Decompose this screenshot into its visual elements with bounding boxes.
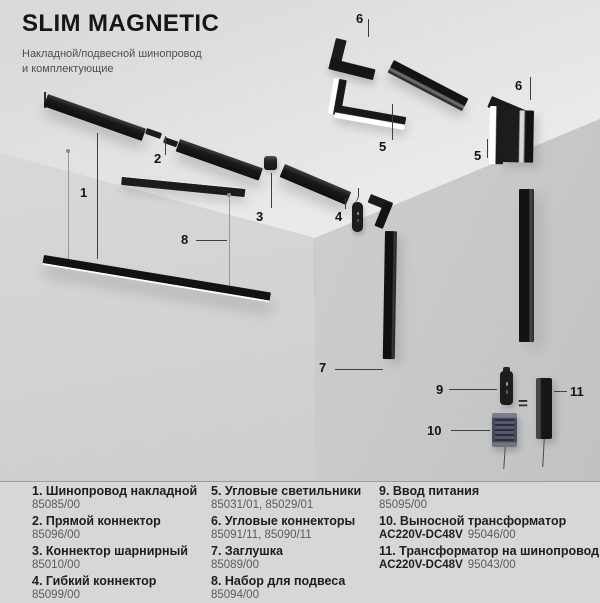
legend-item-11-title: 11. Трансформатор на шинопровод: [379, 544, 600, 558]
callout-11-label: 11: [570, 384, 584, 399]
equals-sign: =: [518, 394, 528, 413]
legend-item-11-code: AC220V-DC48V 95043/00: [379, 559, 516, 571]
subtitle-line-2: и комплектующие: [22, 63, 114, 75]
callout-9-label: 9: [436, 382, 444, 397]
suspension-wire-right: [229, 197, 230, 292]
callout-5b-line: [487, 139, 488, 158]
wall-track-right: [519, 189, 534, 342]
power-input-led: [506, 382, 508, 386]
legend-item-7: [211, 544, 283, 573]
legend-item-11-voltage: AC220V-DC48V: [379, 559, 463, 571]
callout-5a-label: 5: [379, 139, 387, 154]
legend-item-10: [379, 514, 566, 543]
legend-item-8: [211, 574, 345, 603]
room-corner-line: [314, 238, 315, 300]
legend-item-11: [379, 544, 599, 573]
external-transformer-fins: [495, 419, 514, 441]
legend-item-6-title: 6. Угловые коннекторы: [211, 514, 356, 528]
legend-item-1-title: 1. Шинопровод накладной: [32, 484, 198, 498]
callout-6a-line: [368, 19, 369, 37]
page-subtitle: [22, 47, 219, 77]
legend-item-10-title: 10. Выносной трансформатор: [379, 514, 567, 528]
flex-connector-detail-dot2: [357, 219, 359, 222]
power-input-led2: [506, 390, 508, 394]
callout-1-line: [97, 133, 98, 259]
legend-item-4: [32, 574, 156, 603]
callout-10-line: [451, 430, 490, 431]
header: [22, 10, 219, 77]
legend-item-3-code: 85010/00: [32, 559, 80, 571]
page-title: SLIM MAGNETIC: [22, 10, 220, 37]
legend-item-8-code: 85094/00: [211, 589, 259, 601]
legend-item-2-title: 2. Прямой коннектор: [32, 514, 161, 528]
legend-item-9-title: 9. Ввод питания: [379, 484, 480, 498]
legend-item-4-code: 85099/00: [32, 589, 80, 601]
legend-item-1: [32, 484, 197, 513]
legend-item-2-code: 85096/00: [32, 529, 80, 541]
callout-2-label: 2: [154, 151, 162, 166]
legend-item-5-code: 85031/01, 85029/01: [211, 499, 314, 511]
legend-item-4-title: 4. Гибкий коннектор: [32, 574, 157, 588]
flex-connector-detail-dot: [357, 212, 359, 215]
legend-item-6-code: 85091/11, 85090/11: [211, 529, 312, 541]
callout-4-label: 4: [335, 209, 343, 224]
legend-divider: [0, 481, 600, 482]
callout-8-line: [196, 240, 227, 241]
callout-9-line: [449, 389, 497, 390]
callout-3-line: [271, 173, 272, 208]
legend-item-1-code: 85085/00: [32, 499, 80, 511]
callout-1-label: 1: [80, 185, 88, 200]
suspension-wire-left: [68, 153, 69, 259]
callout-3-label: 3: [256, 209, 264, 224]
callout-5b-label: 5: [474, 148, 482, 163]
callout-6b-label: 6: [515, 78, 523, 93]
legend-item-10-voltage: AC220V-DC48V: [379, 529, 463, 541]
callout-4-line: [345, 198, 346, 209]
callout-11-line: [554, 391, 567, 392]
corner-light-right-led-strip: [489, 106, 504, 164]
callout-2-line: [165, 136, 166, 155]
hinge-connector: [264, 156, 277, 170]
track-transformer-body: [536, 378, 552, 439]
wall-track-with-end-cap: [383, 231, 397, 359]
legend-item-7-title: 7. Заглушка: [211, 544, 283, 558]
legend-item-2: [32, 514, 161, 543]
callout-6b-line: [530, 77, 531, 100]
callout-5a-line: [392, 104, 393, 140]
legend-item-9: [379, 484, 479, 513]
legend-item-10-code: AC220V-DC48V 95046/00: [379, 529, 516, 541]
legend-item-5-title: 5. Угловые светильники: [211, 484, 362, 498]
legend-item-3-title: 3. Коннектор шарнирный: [32, 544, 188, 558]
legend-item-6: [211, 514, 355, 543]
flex-connector-body: [352, 202, 363, 232]
callout-7-line: [335, 369, 383, 370]
legend-item-9-code: 85095/00: [379, 499, 427, 511]
legend-item-3: [32, 544, 188, 573]
legend-item-8-title: 8. Набор для подвеса: [211, 574, 346, 588]
subtitle-line-1: Накладной/подвесной шинопровод: [22, 48, 202, 60]
callout-10-label: 10: [427, 423, 442, 438]
power-input-body: [500, 371, 513, 405]
callout-7-label: 7: [319, 360, 327, 375]
callout-8-label: 8: [181, 232, 189, 247]
callout-6a-label: 6: [356, 11, 364, 26]
legend-item-7-code: 85089/00: [211, 559, 259, 571]
legend-item-5: [211, 484, 361, 513]
corner-connector-right-body: [499, 110, 534, 163]
